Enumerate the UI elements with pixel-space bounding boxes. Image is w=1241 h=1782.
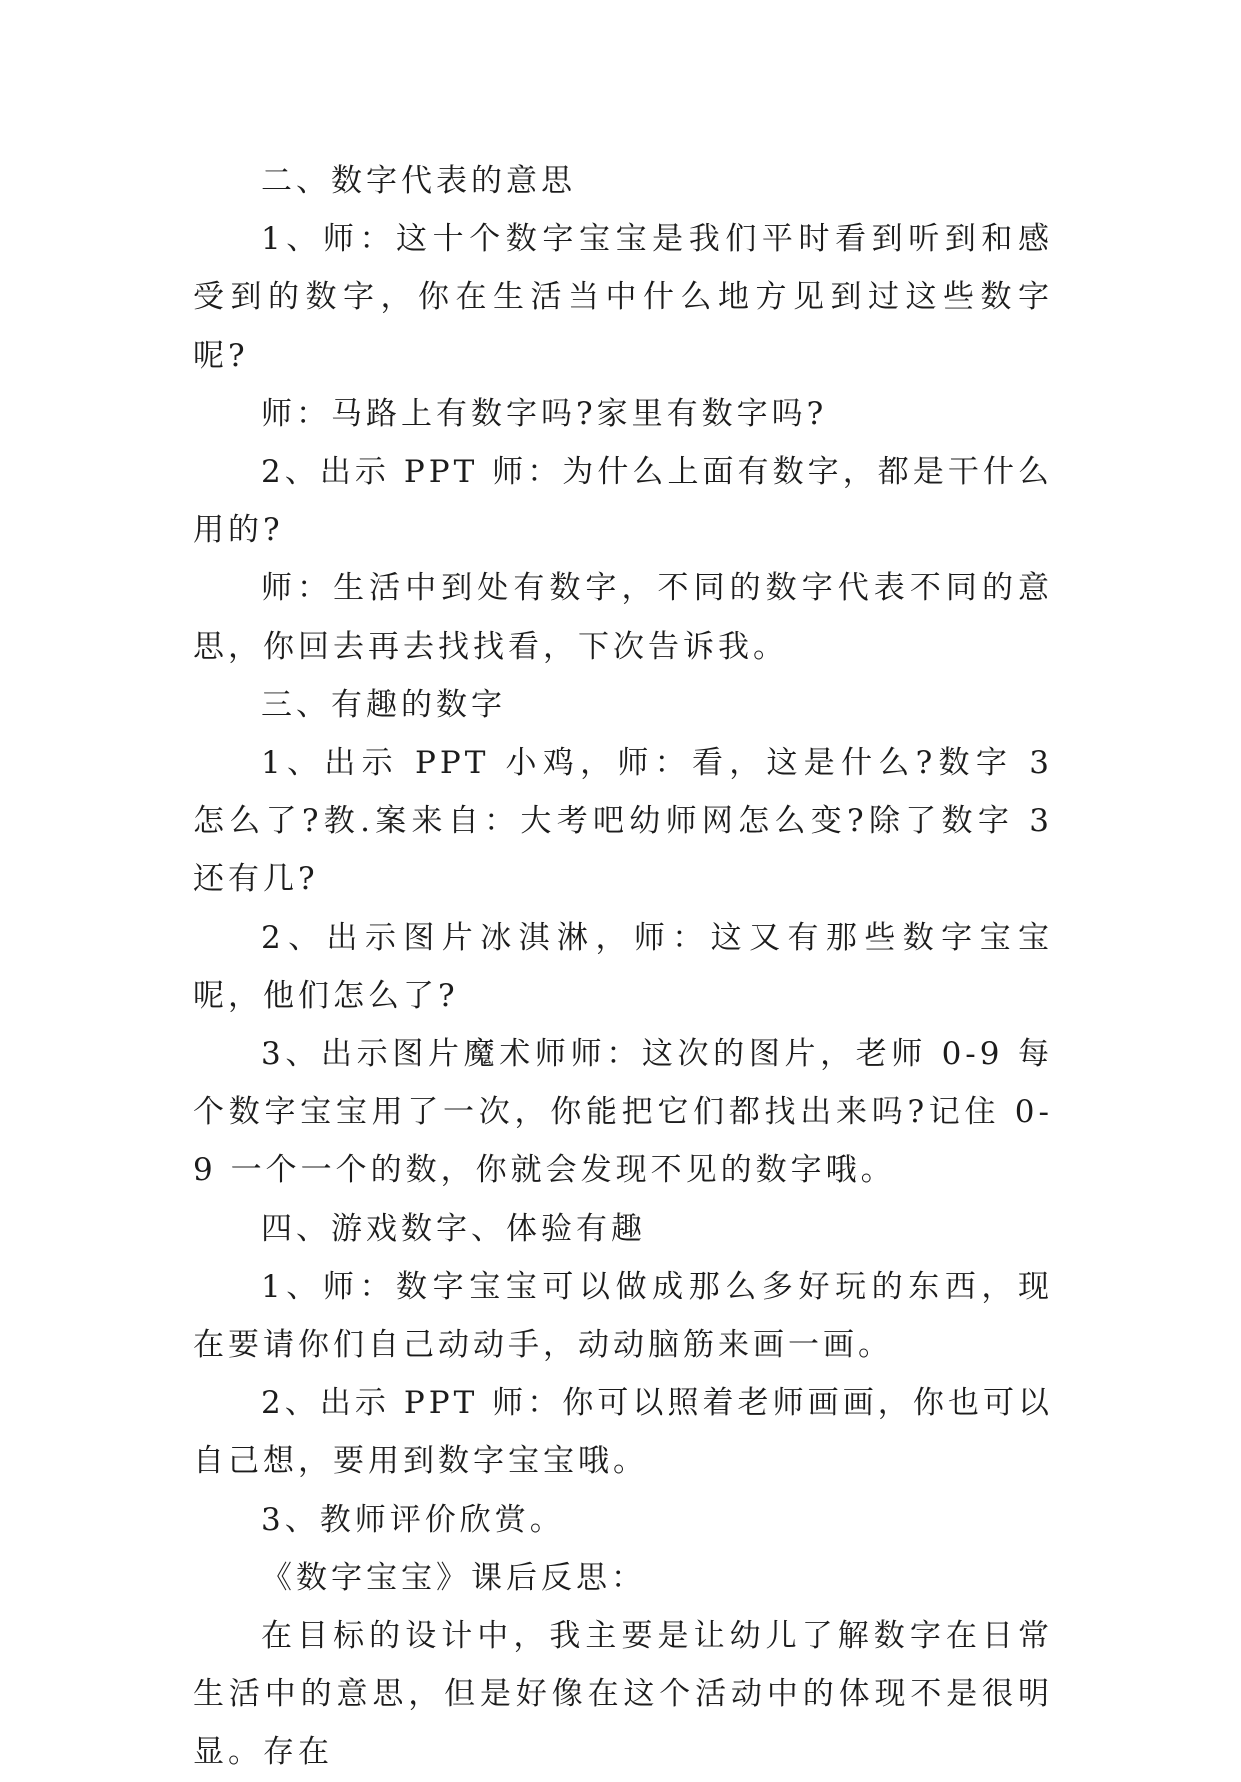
- paragraph: 2、出示 PPT 师：为什么上面有数字，都是干什么用的?: [193, 454, 1053, 549]
- paragraph: 1、出示 PPT 小鸡，师：看，这是什么?数字 3 怎么了?教.案来自：大考吧幼师网怎么变?除了数字 3 还有几?: [193, 745, 1053, 898]
- paragraph: 2、出示 PPT 师：你可以照着老师画画，你也可以自己想，要用到数字宝宝哦。: [193, 1385, 1053, 1480]
- paragraph: 1、师：数字宝宝可以做成那么多好玩的东西，现在要请你们自己动动手，动动脑筋来画一画。: [193, 1268, 1053, 1364]
- paragraph: 师：生活中到处有数字，不同的数字代表不同的意思，你回去再去找找看，下次告诉我。: [193, 570, 1053, 665]
- paragraph: 1、师：这十个数字宝宝是我们平时看到听到和感受到的数字，你在生活当中什么地方见到过这些数字呢?: [193, 221, 1053, 374]
- paragraph: 3、出示图片魔术师师：这次的图片，老师 0-9 每个数字宝宝用了一次，你能把它们都找出来吗?记住 0-9 一个一个的数，你就会发现不见的数字哦。: [193, 1036, 1053, 1189]
- section-heading: 三、有趣的数字: [261, 686, 506, 723]
- paragraph: 3、教师评价欣赏。: [261, 1501, 565, 1538]
- section-heading: 四、游戏数字、体验有趣: [261, 1210, 646, 1247]
- document-body: [193, 152, 1053, 1782]
- paragraph: 师：马路上有数字吗?家里有数字吗?: [261, 395, 828, 432]
- reflection-heading: 《数字宝宝》课后反思：: [261, 1559, 646, 1596]
- paragraph: 在目标的设计中，我主要是让幼儿了解数字在日常生活中的意思，但是好像在这个活动中的体现不是很明显。存在: [193, 1618, 1053, 1771]
- section-heading: 二、数字代表的意思: [261, 163, 576, 199]
- paragraph: 2、出示图片冰淇淋，师：这又有那些数字宝宝呢，他们怎么了?: [193, 919, 1053, 1014]
